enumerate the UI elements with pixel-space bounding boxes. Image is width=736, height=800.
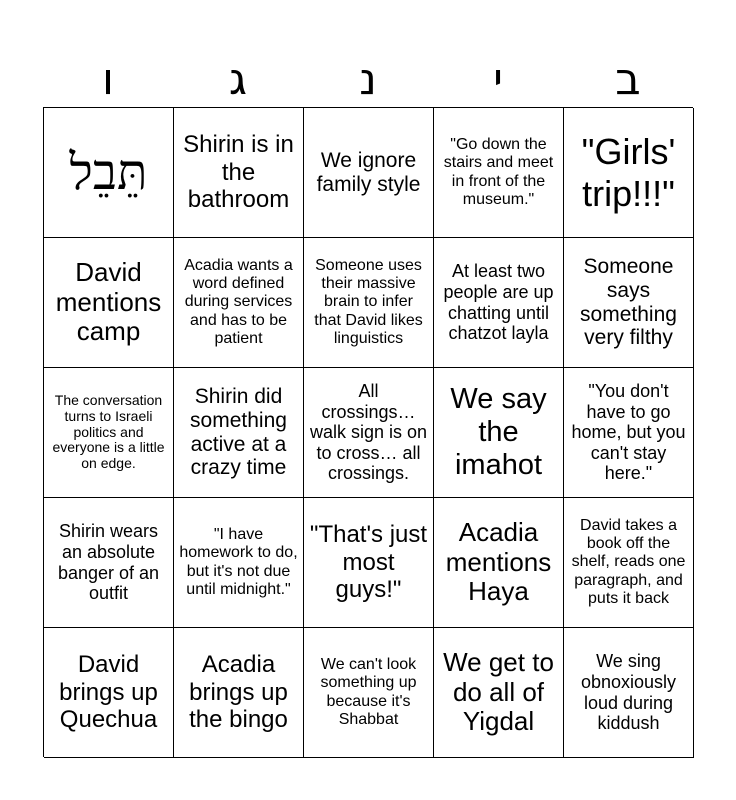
cell-text: We get to do all of Yigdal [443,647,554,737]
header-letter-gimel: ג [228,54,248,105]
bingo-cell[interactable] [564,628,694,758]
cell-text: We can't look something up because it's Shabbat [320,656,417,728]
header-letter-nun: נ [359,54,377,105]
cell-text: "Go down the stairs and meet in front of the museum." [443,136,554,208]
bingo-cell[interactable] [44,368,174,498]
cell-text: Someone uses their massive brain to infer that David likes linguistics [314,256,423,347]
bingo-cell[interactable] [304,368,434,498]
bingo-cell[interactable] [304,498,434,628]
bingo-cell[interactable] [174,498,304,628]
bingo-cell[interactable] [174,238,304,368]
cell-text: "You don't have to go home, but you can't stay here." [571,381,686,484]
cell-text: Acadia wants a word defined during services and has to be patient [184,256,293,347]
header-letter-vav: ו [102,54,114,105]
cell-text: "That's just most guys!" [309,521,428,604]
bingo-cell[interactable] [44,628,174,758]
bingo-header [43,52,693,108]
bingo-cell[interactable] [434,238,564,368]
bingo-cell[interactable] [174,368,304,498]
cell-text: We say the imahot [450,382,547,482]
bingo-cell[interactable] [564,368,694,498]
cell-text: We ignore family style [316,148,421,196]
bingo-cell[interactable] [304,238,434,368]
bingo-cell[interactable] [434,498,564,628]
bingo-cell[interactable] [44,238,174,368]
cell-text: We sing obnoxiously loud during kiddush [580,651,677,734]
bingo-cell[interactable] [434,628,564,758]
cell-text: David brings up Quechua [59,651,158,734]
bingo-board [43,107,693,757]
header-letter-yod: י [493,54,503,105]
bingo-cell[interactable] [304,108,434,238]
cell-text: David takes a book off the shelf, reads one paragraph, and puts it back [571,516,686,607]
bingo-cell[interactable] [434,108,564,238]
cell-text: Acadia brings up the bingo [189,651,288,734]
bingo-cell[interactable] [564,108,694,238]
bingo-cell[interactable] [434,368,564,498]
cell-text: Shirin is in the bathroom [183,131,294,214]
bingo-cell[interactable] [174,108,304,238]
cell-text: Shirin wears an absolute banger of an outfit [57,521,160,604]
cell-text: Acadia mentions Haya [445,517,552,607]
cell-text: תֵּבֵל [69,143,148,201]
cell-text: The conversation turns to Israeli politics and everyone is a little on edge. [52,391,165,472]
bingo-cell[interactable] [304,628,434,758]
bingo-cell[interactable] [564,238,694,368]
cell-text: David mentions camp [55,257,162,347]
bingo-cell[interactable] [44,108,174,238]
cell-text: All crossings… walk sign is on to cross… all crossings. [309,381,428,484]
cell-text: "Girls' trip!!!" [581,131,676,214]
header-letter-bet: ב [615,54,641,105]
cell-text: Shirin did something active at a crazy time [190,384,287,480]
bingo-cell[interactable] [44,498,174,628]
bingo-cell[interactable] [564,498,694,628]
cell-text: "I have homework to do, but it's not due until midnight." [179,526,298,598]
cell-text: At least two people are up chatting until chatzot layla [443,261,554,344]
bingo-cell[interactable] [174,628,304,758]
cell-text: Someone says something very filthy [580,254,677,350]
